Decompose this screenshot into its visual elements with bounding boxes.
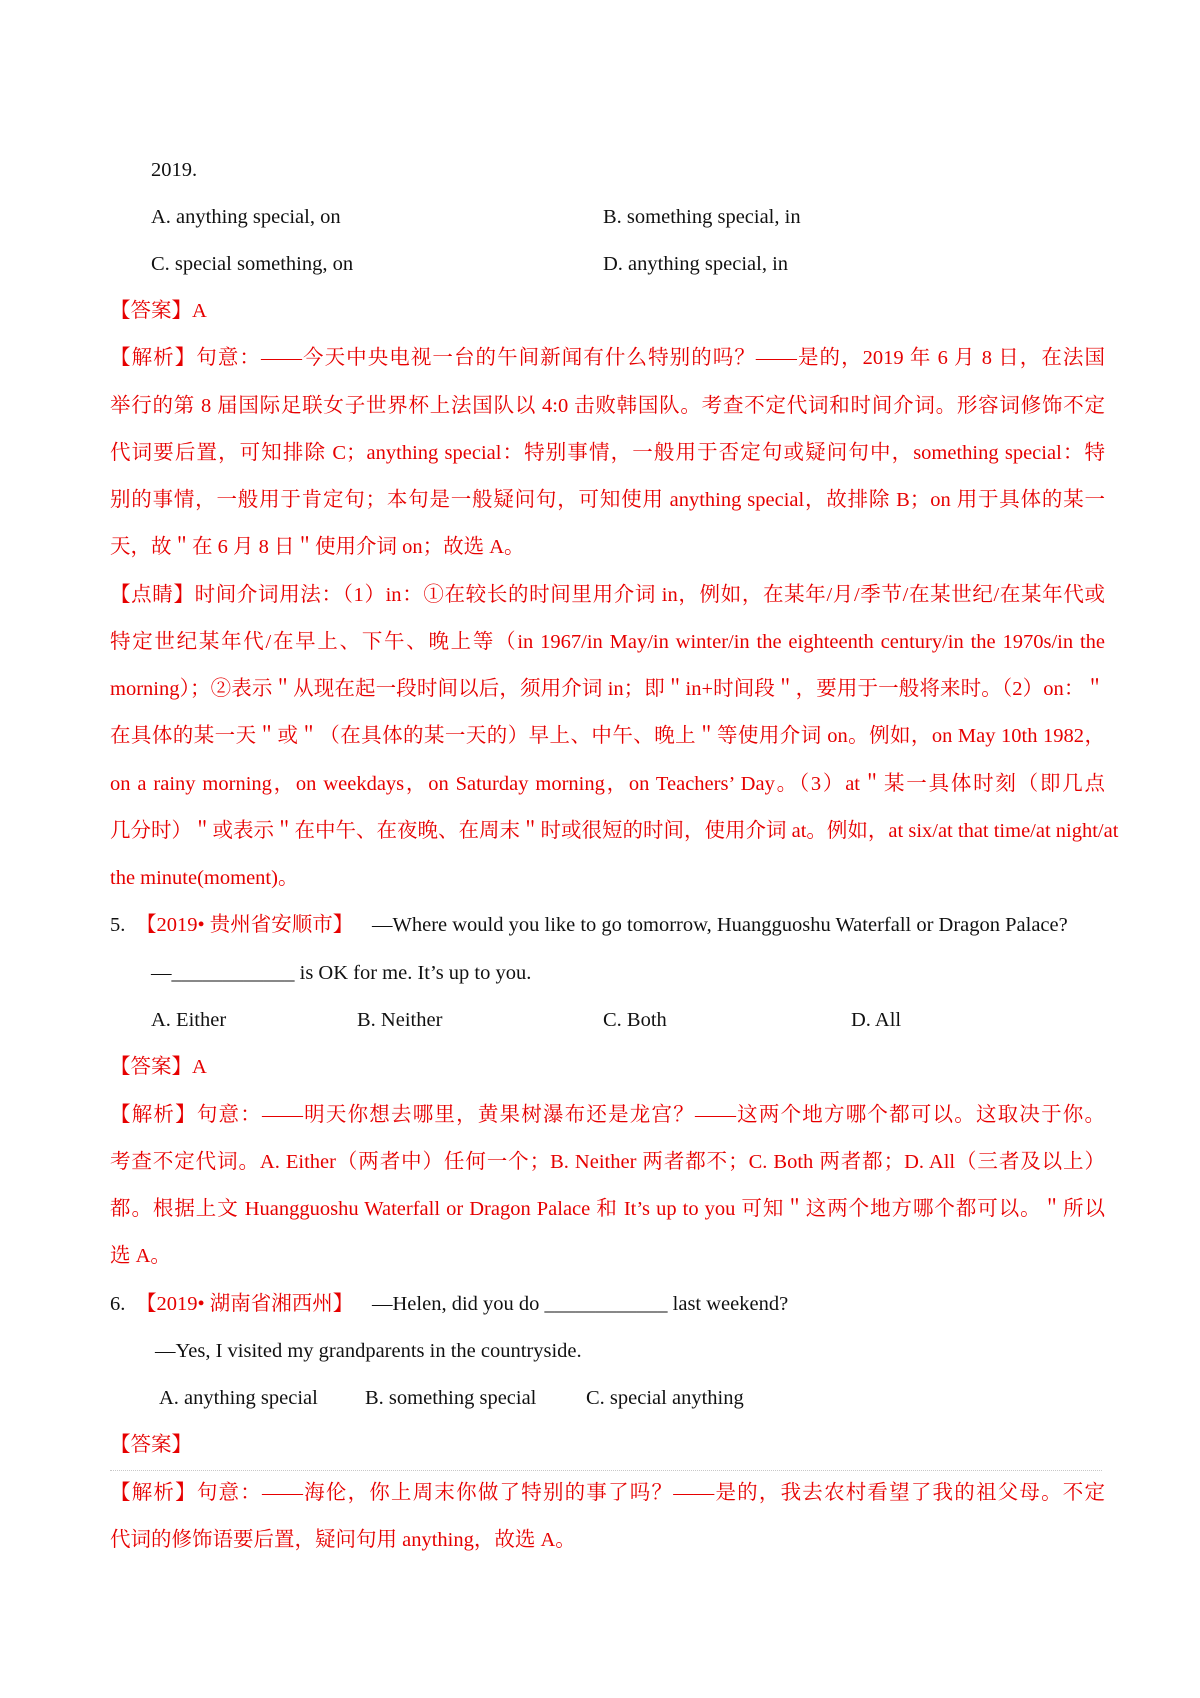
q5-option-c: C. Both [603, 1009, 667, 1031]
q5-source: 【2019• 贵州省安顺市】 [136, 914, 354, 936]
q5-reply: —____________ is OK for me. It’s up to you. [151, 962, 532, 984]
q4-analysis-line: 别的事情，一般用于肯定句；本句是一般疑问句，可知使用 anything special，故排除 B；on 用于具体的某一 [110, 489, 1105, 511]
q4-tip-line: morning）；②表示＂从现在起一段时间以后，须用介词 in；即＂in+时间段＂，要用于一般将来时。（2）on：＂ [110, 678, 1105, 700]
q5-number: 5. [110, 914, 126, 936]
q5-option-b: B. Neither [357, 1009, 443, 1031]
q4-stem-end: 2019. [151, 159, 198, 181]
separator-line [110, 1470, 1102, 1471]
q6-analysis-line: 代词的修饰语要后置，疑问句用 anything，故选 A。 [110, 1529, 576, 1551]
q4-analysis-line: 代词要后置，可知排除 C；anything special：特别事情，一般用于否定句或疑问句中，something special：特 [110, 442, 1105, 464]
q4-tip-line: 在具体的某一天＂或＂（在具体的某一天的）早上、中午、晚上＂等使用介词 on。例如，on May 10th 1982， [110, 725, 1105, 747]
q5-option-a: A. Either [151, 1009, 227, 1031]
q4-option-c: C. special something, on [151, 253, 354, 275]
q6-option-b: B. something special [365, 1387, 537, 1409]
q4-option-a: A. anything special, on [151, 206, 341, 228]
q4-analysis-line: 【解析】句意：——今天中央电视一台的午间新闻有什么特别的吗？——是的，2019 年 6 月 8 日，在法国 [110, 347, 1105, 369]
q6-option-c: C. special anything [586, 1387, 744, 1409]
q5-option-d: D. All [851, 1009, 902, 1031]
q4-tip-line: 特定世纪某年代/在早上、下午、晚上等（in 1967/in May/in winter/in the eighteenth century/in the 1970s/in the [110, 631, 1105, 653]
q5-stem: —Where would you like to go tomorrow, Huangguoshu Waterfall or Dragon Palace? [372, 914, 1068, 936]
q4-tip-line: the minute(moment)。 [110, 867, 299, 889]
q4-tip-line: 【点睛】时间介词用法：（1）in：①在较长的时间里用介词 in，例如，在某年/月/季节/在某世纪/在某年代或 [110, 584, 1105, 606]
q5-analysis-line: 【解析】句意：——明天你想去哪里，黄果树瀑布还是龙宫？——这两个地方哪个都可以。这取决于你。 [110, 1104, 1105, 1126]
q4-tip-line: 几分时）＂或表示＂在中午、在夜晚、在周末＂时或很短的时间，使用介词 at。例如，at six/at that time/at night/at [110, 820, 1119, 842]
q6-answer: 【答案】 [110, 1434, 192, 1456]
q6-source: 【2019• 湖南省湘西州】 [136, 1293, 354, 1315]
q5-analysis-line: 选 A。 [110, 1245, 171, 1267]
q4-analysis-line: 天，故＂在 6 月 8 日＂使用介词 on；故选 A。 [110, 536, 525, 558]
q4-answer: 【答案】A [110, 300, 207, 322]
q4-option-d: D. anything special, in [603, 253, 789, 275]
q4-analysis-line: 举行的第 8 届国际足联女子世界杯上法国队以 4:0 击败韩国队。考查不定代词和时间介词。形容词修饰不定 [110, 395, 1105, 417]
q5-answer: 【答案】A [110, 1056, 207, 1078]
q6-number: 6. [110, 1293, 126, 1315]
q6-reply: —Yes, I visited my grandparents in the countryside. [155, 1340, 582, 1362]
q5-analysis-line: 都。根据上文 Huangguoshu Waterfall or Dragon Palace 和 It’s up to you 可知＂这两个地方哪个都可以。＂所以 [110, 1198, 1105, 1220]
q6-stem: —Helen, did you do ____________ last weekend? [372, 1293, 789, 1315]
q6-option-a: A. anything special [159, 1387, 318, 1409]
q4-option-b: B. something special, in [603, 206, 801, 228]
q4-tip-line: on a rainy morning，on weekdays，on Saturday morning，on Teachers’ Day。（3）at＂某一具体时刻（即几点 [110, 773, 1105, 795]
q5-analysis-line: 考查不定代词。A. Either（两者中）任何一个；B. Neither 两者都不；C. Both 两者都；D. All（三者及以上） [110, 1151, 1105, 1173]
q6-analysis-line: 【解析】句意：——海伦，你上周末你做了特别的事了吗？——是的，我去农村看望了我的祖父母。不定 [110, 1482, 1105, 1504]
